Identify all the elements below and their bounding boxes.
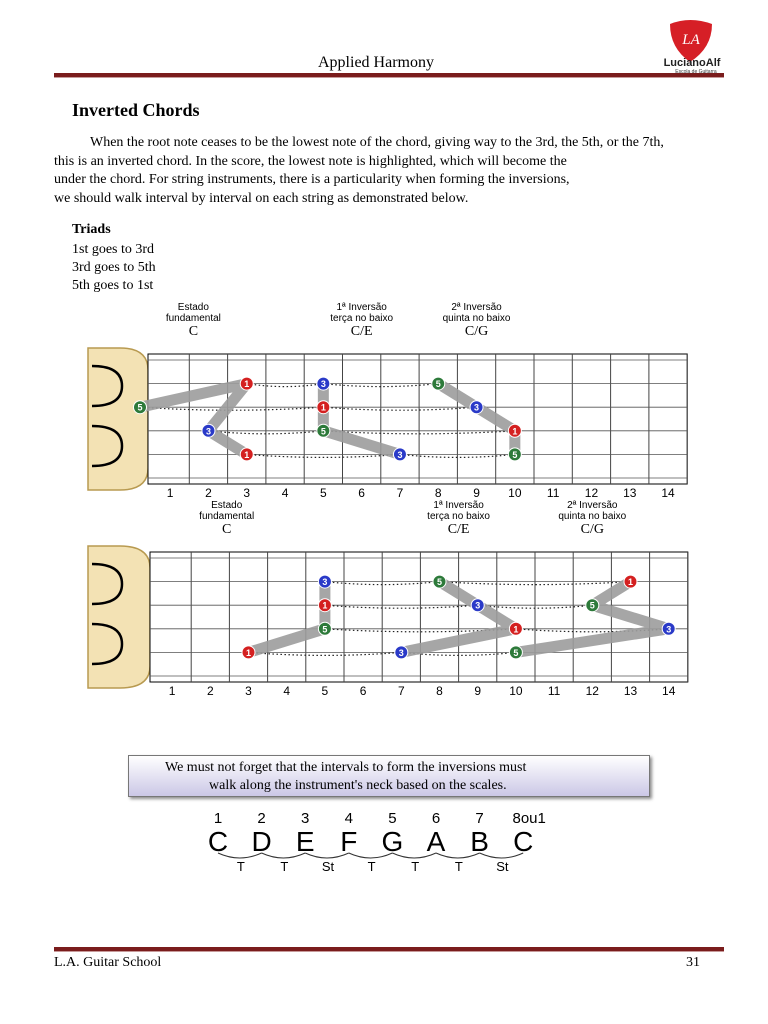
logo-tagline: Escola de Guitarra (675, 69, 717, 75)
chord-state-label: fundamental (165, 313, 221, 324)
page-number: 31 (686, 955, 700, 970)
chord-state-label: quinta no baixo (558, 511, 627, 522)
triad-rule: 5th goes to 1st (72, 278, 154, 293)
chord-state-label: 1ª Inversão (433, 500, 484, 511)
chord-state-label: terça no baixo (427, 511, 491, 522)
fret-number: 12 (585, 684, 599, 698)
scale-note: D (251, 826, 272, 857)
fret-number: 4 (281, 486, 289, 500)
note-degree-label: 1 (627, 577, 634, 588)
scale-degree: 6 (431, 810, 441, 827)
chord-state-label: Estado (211, 500, 243, 511)
fret-number: 13 (623, 684, 638, 698)
fret-number: 11 (547, 684, 561, 698)
fret-number: 2 (206, 684, 214, 698)
fret-number: 5 (321, 684, 329, 698)
logo-text: LucianoAlf (663, 57, 721, 69)
scale-step-label: T (411, 859, 420, 874)
fret-number: 11 (546, 486, 560, 500)
fret-number: 1 (168, 684, 176, 698)
fretboard (148, 354, 687, 484)
note-degree-label: 5 (589, 600, 595, 611)
logo-mark: LA (682, 32, 700, 48)
note-degree-label: 5 (512, 449, 518, 460)
fret-number: 6 (358, 486, 365, 500)
note-degree-label: 3 (666, 624, 672, 635)
fret-number: 4 (283, 684, 291, 698)
fret-number: 13 (623, 486, 637, 500)
triad-rule: 3rd goes to 5th (72, 260, 156, 275)
major-scale-diagram (190, 805, 550, 877)
note-degree-label: 3 (475, 600, 481, 611)
chord-name: C/G (580, 522, 604, 537)
fret-number: 14 (662, 684, 676, 698)
fret-number: 6 (359, 684, 367, 698)
scale-note: A (426, 826, 446, 857)
scale-step-label: T (454, 859, 463, 874)
chord-state-label: 2ª Inversão (567, 500, 618, 511)
note-degree-label: 5 (513, 647, 519, 658)
note-degree-label: 1 (245, 647, 252, 658)
chord-name: C/E (447, 522, 470, 537)
fret-number: 3 (245, 684, 252, 698)
scale-step-label: St (321, 859, 335, 874)
fret-number: 9 (474, 684, 482, 698)
callout-line: We must not forget that the intervals to form the inversions must (165, 760, 527, 775)
fret-number: 9 (473, 486, 480, 500)
fretboard-diagram-2 (0, 500, 768, 700)
fret-number: 12 (584, 486, 599, 500)
chord-state-label: quinta no baixo (442, 313, 511, 324)
header-title: Applied Harmony (318, 54, 434, 71)
paragraph-line: under the chord. For string instruments, there is a particularity when forming the inversions, (54, 172, 570, 187)
scale-note: C (207, 826, 229, 857)
note-degree-label: 1 (244, 379, 250, 390)
fret-number: 5 (320, 486, 327, 500)
chord-state-label: 1ª Inversão (336, 302, 387, 313)
fret-number: 8 (436, 684, 443, 698)
scale-degree: 2 (257, 810, 266, 827)
note-degree-label: 5 (322, 624, 328, 635)
scale-degree: 5 (388, 810, 397, 827)
note-degree-label: 3 (205, 426, 211, 437)
scale-degree: 8ou1 (512, 810, 546, 827)
fret-number: 2 (205, 486, 212, 500)
note-degree-label: 1 (513, 624, 519, 635)
note-degree-label: 3 (320, 379, 326, 390)
footer-rule (54, 947, 724, 952)
note-degree-label: 5 (320, 426, 326, 437)
callout-line: walk along the instrument's neck based on the scales. (209, 778, 507, 793)
triads-title: Triads (72, 222, 111, 237)
triad-rule: 1st goes to 3rd (72, 242, 155, 257)
scale-step-label: T (367, 859, 376, 874)
scale-degree: 3 (301, 810, 310, 827)
scale-note: E (295, 826, 315, 857)
nut (88, 546, 150, 688)
fret-number: 10 (508, 486, 522, 500)
chord-state-label: 2ª Inversão (451, 302, 502, 313)
header-rule (54, 73, 724, 78)
note-degree-label: 3 (397, 449, 403, 460)
scale-step-label: T (280, 859, 289, 874)
note-degree-label: 1 (322, 600, 328, 611)
note-degree-label: 3 (398, 647, 404, 658)
note-degree-label: 3 (322, 577, 328, 588)
paragraph-line: we should walk interval by interval on each string as demonstrated below. (54, 190, 469, 206)
note-degree-label: 1 (244, 449, 250, 460)
footer-school: L.A. Guitar School (54, 955, 162, 970)
scale-step-label: T (236, 859, 245, 874)
note-degree-label: 1 (512, 426, 518, 437)
nut (88, 348, 148, 490)
chord-name: C/E (350, 324, 373, 339)
scale-note: B (470, 826, 489, 857)
chord-state-label: terça no baixo (330, 313, 394, 324)
fret-number: 14 (661, 486, 675, 500)
scale-degree: 4 (344, 810, 353, 827)
note-degree-label: 3 (474, 402, 480, 413)
school-logo (656, 18, 736, 76)
fret-number: 8 (434, 486, 442, 500)
scale-degree: 7 (475, 810, 484, 827)
fretboard (150, 552, 688, 682)
scale-note: G (381, 826, 404, 857)
scale-note-callout (128, 755, 650, 797)
section-title: Inverted Chords (72, 100, 200, 120)
note-degree-label: 5 (436, 577, 443, 588)
fretboard-diagram-1 (0, 302, 768, 500)
note-degree-label: 5 (137, 402, 143, 413)
paragraph-line: When the root note ceases to be the lowest note of the chord, giving way to the 3rd, the 5th, or the 7th, (90, 135, 664, 150)
fret-number: 10 (509, 684, 523, 698)
fret-number: 1 (166, 486, 174, 500)
chord-state-label: fundamental (199, 511, 255, 522)
fret-number: 3 (243, 486, 251, 500)
chord-name: C/G (464, 324, 489, 339)
scale-note: C (513, 826, 534, 857)
note-degree-label: 1 (320, 402, 326, 413)
chord-name: C (222, 522, 232, 537)
fret-number: 7 (397, 684, 405, 698)
scale-note: F (340, 826, 358, 857)
chord-name: C (188, 324, 199, 339)
intro-paragraph (54, 134, 714, 208)
chord-state-label: Estado (177, 302, 209, 313)
note-degree-label: 5 (435, 379, 441, 390)
paragraph-line: this is an inverted chord. In the score, the lowest note is highlighted, which will become the (54, 153, 567, 169)
scale-degree: 1 (213, 810, 223, 827)
fret-number: 7 (396, 486, 404, 500)
scale-step-label: St (496, 859, 509, 874)
